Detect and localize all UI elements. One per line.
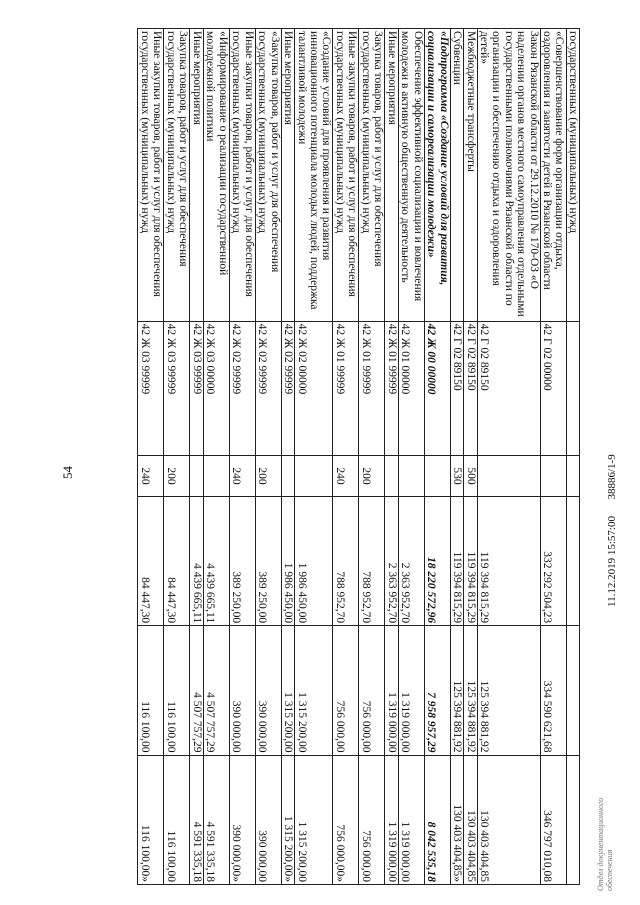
row-value-2021-cell: 756 000,00»: [333, 755, 359, 884]
table-row: [477, 29, 540, 885]
row-code-cell: 42 Г 02 89150: [450, 321, 463, 456]
row-name-cell: Закон Рязанской области от 29.12.2010 № 170-ОЗ «О наделении органов местного самоуправления отдельными государственными полномочиями Рязанской области по организации и обеспечению отдыха и оздоровления детей»: [477, 29, 540, 322]
row-value-2019-cell: 4 439 665,11: [190, 496, 203, 625]
row-code-cell: 42 Ж 03 00000: [203, 321, 229, 456]
page-number: 54: [60, 466, 75, 479]
row-value-2019-cell: 1 986 450,00: [295, 496, 333, 625]
row-value-2019-cell: 788 952,70: [333, 496, 359, 625]
footer-timestamp: 11.12.2019 15:57:00: [606, 516, 618, 607]
row-value-2019-cell: 18 220 572,96: [424, 496, 450, 625]
row-value-2020-cell: 125 394 881,92: [450, 626, 463, 755]
row-expense-type-cell: [385, 456, 398, 496]
footer-doc-id: 38886/1-9: [606, 454, 618, 500]
row-value-2019-cell: 84 447,30: [138, 496, 164, 625]
row-name-cell: Обеспечение эффективной социализации и вовлечения молодежи в активную общественную деятельность: [398, 29, 424, 322]
row-code-cell: [566, 321, 579, 456]
row-code-cell: 42 Ж 02 00000: [295, 321, 333, 456]
row-value-2020-cell: [566, 626, 579, 755]
footer-info: [606, 454, 618, 607]
table-row: [464, 29, 477, 885]
row-value-2019-cell: 389 250,00: [255, 496, 281, 625]
table-row: [424, 29, 450, 885]
row-expense-type-cell: [540, 456, 566, 496]
row-expense-type-cell: 500: [464, 456, 477, 496]
table-row: [164, 29, 190, 885]
row-name-cell: «Совершенствование форм организации отдыха, оздоровления и занятости детей в Рязанской области: [540, 29, 566, 322]
row-value-2020-cell: 334 590 621,68: [540, 626, 566, 755]
row-name-cell: Иные мероприятия: [190, 29, 203, 322]
row-value-2019-cell: 2 363 952,70: [385, 496, 398, 625]
row-code-cell: 42 Г 02 89150: [464, 321, 477, 456]
row-name-cell: Иные закупки товаров, работ и услуг для обеспечения государственных (муниципальных) нужд: [138, 29, 164, 322]
table-row: [450, 29, 463, 885]
row-expense-type-cell: [295, 456, 333, 496]
row-value-2020-cell: 116 100,00: [164, 626, 190, 755]
row-name-cell: «Создание условий для проявления и развития инновационного потенциала молодых людей, поддержка талантливой молодежи: [295, 29, 333, 322]
table-row: [566, 29, 579, 885]
row-value-2020-cell: 125 394 881,92: [464, 626, 477, 755]
row-value-2021-cell: [566, 755, 579, 884]
row-name-cell: Закупка товаров, работ и услуг для обеспечения государственных (муниципальных) нужд: [164, 29, 190, 322]
row-expense-type-cell: 200: [255, 456, 281, 496]
row-value-2019-cell: 2 363 952,70: [398, 496, 424, 625]
row-value-2021-cell: 116 100,00: [164, 755, 190, 884]
row-value-2019-cell: 84 447,30: [164, 496, 190, 625]
row-name-cell: Иные мероприятия: [385, 29, 398, 322]
row-value-2021-cell: 756 000,00: [359, 755, 385, 884]
row-value-2019-cell: 119 394 815,29: [477, 496, 540, 625]
row-code-cell: 42 Ж 01 99999: [333, 321, 359, 456]
row-name-cell: «Закупка товаров, работ и услуг для обеспечения государственных (муниципальных) нужд: [255, 29, 281, 322]
row-value-2019-cell: 1 986 450,00: [281, 496, 294, 625]
row-expense-type-cell: 200: [359, 456, 385, 496]
row-value-2020-cell: 756 000,00: [333, 626, 359, 755]
row-value-2019-cell: [566, 496, 579, 625]
row-expense-type-cell: [477, 456, 540, 496]
row-expense-type-cell: 240: [138, 456, 164, 496]
row-name-cell: «Информирование о реализации государственной молодежной политики: [203, 29, 229, 322]
row-expense-type-cell: 240: [229, 456, 255, 496]
row-name-cell: Закупка товаров, работ и услуг для обеспечения государственных (муниципальных) нужд: [359, 29, 385, 322]
row-value-2020-cell: 1 319 000,00: [385, 626, 398, 755]
row-code-cell: 42 Ж 00 00000: [424, 321, 450, 456]
row-value-2021-cell: 346 797 010,08: [540, 755, 566, 884]
row-expense-type-cell: 240: [333, 456, 359, 496]
row-code-cell: 42 Ж 02 99999: [281, 321, 294, 456]
row-value-2019-cell: 389 250,00: [229, 496, 255, 625]
row-expense-type-cell: [203, 456, 229, 496]
row-value-2021-cell: 1 319 000,00: [398, 755, 424, 884]
table-row: [190, 29, 203, 885]
budget-table: [137, 28, 580, 885]
row-value-2020-cell: 125 394 881,92: [477, 626, 540, 755]
stamp-line-2: обеспечения: [605, 849, 615, 891]
table-row: [281, 29, 294, 885]
table-row: [540, 29, 566, 885]
row-value-2021-cell: 8 042 535,18: [424, 755, 450, 884]
row-code-cell: 42 Ж 03 99999: [138, 321, 164, 456]
row-value-2021-cell: 1 315 200,00: [295, 755, 333, 884]
row-code-cell: 42 Ж 01 00000: [398, 321, 424, 456]
table-row: [138, 29, 164, 885]
table-row: [255, 29, 281, 885]
row-name-cell: Межбюджетные трансферты: [464, 29, 477, 322]
row-value-2020-cell: 390 000,00: [229, 626, 255, 755]
row-value-2021-cell: 130 403 404,85: [464, 755, 477, 884]
table-row: [398, 29, 424, 885]
row-value-2019-cell: 119 394 815,29: [450, 496, 463, 625]
row-value-2021-cell: 4 591 335,18: [203, 755, 229, 884]
row-expense-type-cell: [281, 456, 294, 496]
row-value-2020-cell: 1 315 200,00: [295, 626, 333, 755]
row-code-cell: 42 Ж 01 99999: [359, 321, 385, 456]
row-expense-type-cell: [398, 456, 424, 496]
row-value-2020-cell: 390 000,00: [255, 626, 281, 755]
row-value-2021-cell: 130 403 404,85: [477, 755, 540, 884]
row-value-2019-cell: 332 292 504,23: [540, 496, 566, 625]
row-code-cell: 42 Г 02 89150: [477, 321, 540, 456]
row-code-cell: 42 Ж 02 99999: [255, 321, 281, 456]
row-expense-type-cell: 200: [164, 456, 190, 496]
row-code-cell: 42 Ж 02 99999: [229, 321, 255, 456]
row-value-2020-cell: 1 319 000,00: [398, 626, 424, 755]
row-value-2020-cell: 7 958 957,29: [424, 626, 450, 755]
row-expense-type-cell: [190, 456, 203, 496]
row-value-2021-cell: 390 000,00»: [229, 755, 255, 884]
budget-table-body: [138, 29, 580, 885]
table-row: [333, 29, 359, 885]
row-value-2019-cell: 119 394 815,29: [464, 496, 477, 625]
row-name-cell: Субвенции: [450, 29, 463, 322]
row-name-cell: Иные закупки товаров, работ и услуг для обеспечения государственных (муниципальных) нужд: [333, 29, 359, 322]
row-expense-type-cell: [424, 456, 450, 496]
row-expense-type-cell: 530: [450, 456, 463, 496]
table-row: [203, 29, 229, 885]
row-value-2020-cell: 756 000,00: [359, 626, 385, 755]
stamp-line-1: Отдел документационного: [596, 797, 605, 891]
row-code-cell: 42 Ж 03 99999: [164, 321, 190, 456]
row-value-2021-cell: 116 100,00»: [138, 755, 164, 884]
budget-table-container: [85, 28, 580, 885]
row-code-cell: 42 Г 02 00000: [540, 321, 566, 456]
table-row: [295, 29, 333, 885]
row-name-cell: Иные закупки товаров, работ и услуг для обеспечения государственных (муниципальных) нужд: [229, 29, 255, 322]
row-name-cell: Иные мероприятия: [281, 29, 294, 322]
row-value-2021-cell: 1 315 200,00»: [281, 755, 294, 884]
row-value-2020-cell: 116 100,00: [138, 626, 164, 755]
row-value-2019-cell: 4 439 665,11: [203, 496, 229, 625]
row-value-2021-cell: 130 403 404,85»: [450, 755, 463, 884]
table-row: [385, 29, 398, 885]
row-value-2021-cell: 4 591 335,18: [190, 755, 203, 884]
row-name-cell: «Подпрограмма «Создание условий для развития, социализации и самореализации молодежи»: [424, 29, 450, 322]
table-row: [229, 29, 255, 885]
row-value-2021-cell: 390 000,00: [255, 755, 281, 884]
row-value-2020-cell: 4 507 757,29: [190, 626, 203, 755]
row-value-2020-cell: 1 315 200,00: [281, 626, 294, 755]
document-stamp: [596, 798, 614, 891]
row-code-cell: 42 Ж 03 99999: [190, 321, 203, 456]
row-code-cell: 42 Ж 01 99999: [385, 321, 398, 456]
table-row: [359, 29, 385, 885]
row-value-2021-cell: 1 319 000,00: [385, 755, 398, 884]
row-name-cell: государственных (муниципальных) нужд: [566, 29, 579, 322]
row-expense-type-cell: [566, 456, 579, 496]
row-value-2020-cell: 4 507 757,29: [203, 626, 229, 755]
row-value-2019-cell: 788 952,70: [359, 496, 385, 625]
